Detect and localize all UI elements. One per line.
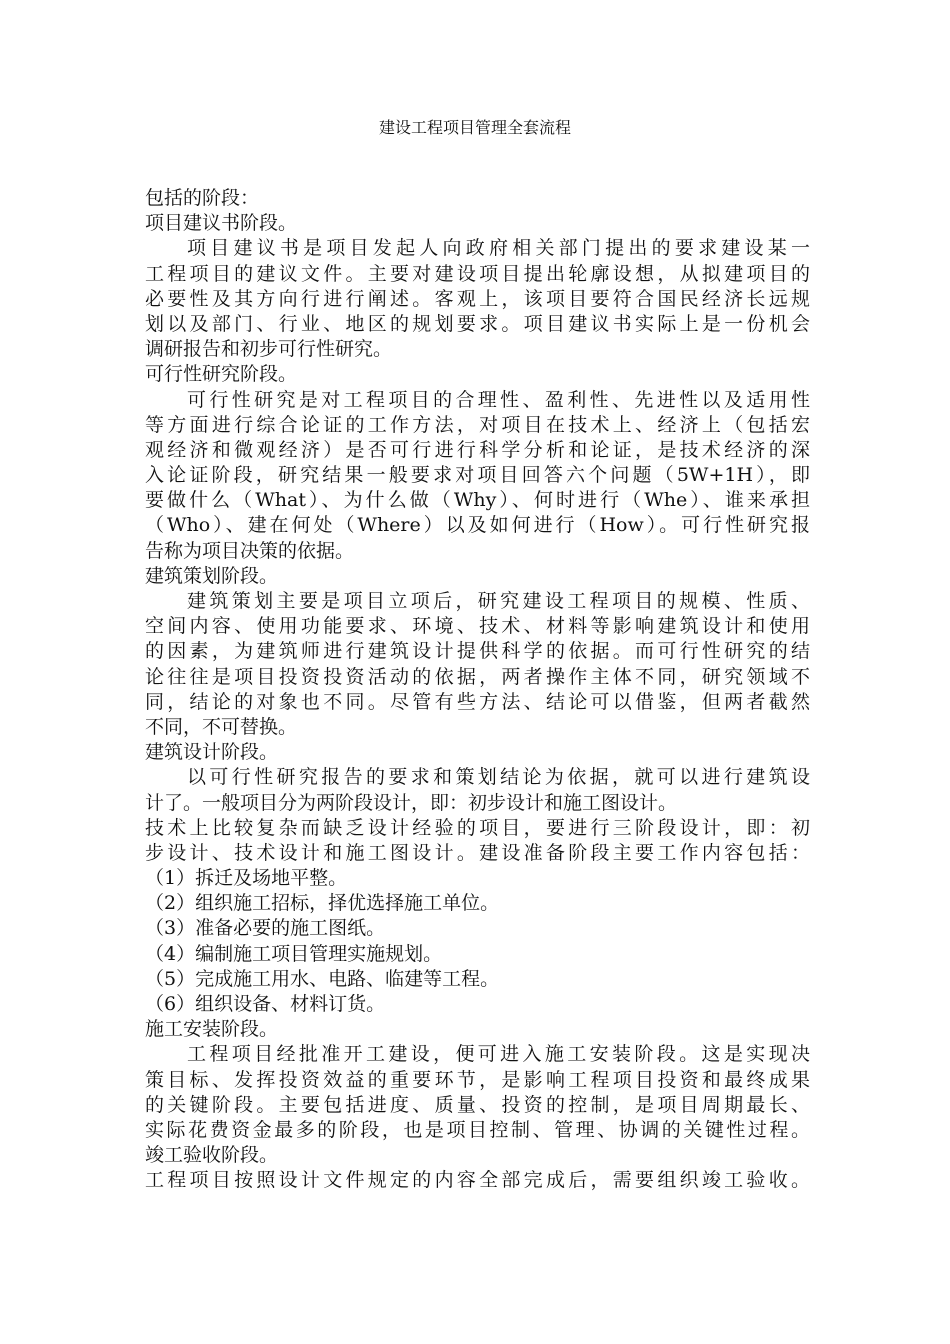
text-line: （1）拆迁及场地平整。 (145, 867, 348, 890)
text-line: 竣工验收阶段。 (145, 1144, 279, 1167)
text-line: 同，结论的对象也不同。尽管有些方法、结论可以借鉴，但两者截然 (145, 690, 810, 713)
text-line: 要做什么（What）、为什么做（Why）、何时进行（Whe）、谁来承担 (145, 489, 810, 512)
text-line: 的关键阶段。主要包括进度、质量、投资的控制，是项目周期最长、 (145, 1093, 810, 1116)
text-line: 项目建议书是项目发起人向政府相关部门提出的要求建设某一 (187, 237, 810, 260)
text-line: 空间内容、使用功能要求、环境、技术、材料等影响建筑设计和使用 (145, 615, 810, 638)
text-line: 告称为项目决策的依据。 (145, 539, 355, 562)
text-line: 项目建议书阶段。 (145, 212, 298, 235)
text-line: 以可行性研究报告的要求和策划结论为依据，就可以进行建筑设 (187, 766, 810, 789)
text-line: （2）组织施工招标，择优选择施工单位。 (145, 892, 500, 915)
text-line: （6）组织设备、材料订货。 (145, 993, 386, 1015)
text-line: 观经济和微观经济）是否可行进行科学分析和论证，是技术经济的深 (145, 438, 810, 461)
text-line: 工程项目经批准开工建设，便可进入施工安装阶段。这是实现决 (187, 1043, 810, 1066)
text-line: 工程项目按照设计文件规定的内容全部完成后，需要组织竣工验收。 (145, 1169, 810, 1192)
text-line: 策目标、发挥投资效益的重要环节，是影响工程项目投资和最终成果 (145, 1068, 810, 1091)
document-title: 建设工程项目管理全套流程 (378, 118, 571, 137)
text-line: 建筑设计阶段。 (145, 741, 279, 764)
text-line: （Who）、建在何处（Where）以及如何进行（How）。可行性研究报 (145, 514, 810, 537)
text-line: 建筑策划阶段。 (145, 564, 279, 587)
text-line: （5）完成施工用水、电路、临建等工程。 (145, 967, 500, 990)
text-line: 等方面进行综合论证的工作方法，对项目在技术上、经济上（包括宏 (145, 413, 810, 436)
text-line: 工程项目的建议文件。主要对建设项目提出轮廓设想，从拟建项目的 (145, 262, 810, 285)
text-line: 可行性研究是对工程项目的合理性、盈利性、先进性以及适用性 (187, 388, 810, 411)
text-line: 的因素，为建筑师进行建筑设计提供科学的依据。而可行性研究的结 (145, 640, 810, 663)
text-line: 划以及部门、行业、地区的规划要求。项目建议书实际上是一份机会 (145, 312, 810, 335)
text-line: （3）准备必要的施工图纸。 (145, 917, 386, 940)
text-line: 计了。一般项目分为两阶段设计，即：初步设计和施工图设计。 (145, 791, 678, 814)
document-body (145, 186, 810, 1194)
text-line: 不同，不可替换。 (145, 715, 298, 738)
text-line: 入论证阶段，研究结果一般要求对项目回答六个问题（5W+1H），即 (145, 464, 810, 487)
text-line: 建筑策划主要是项目立项后，研究建设工程项目的规模、性质、 (187, 590, 810, 612)
text-line: 实际花费资金最多的阶段，也是项目控制、管理、协调的关键性过程。 (145, 1118, 810, 1141)
text-line: 包括的阶段： (145, 187, 260, 209)
text-line: 调研报告和初步可行性研究。 (145, 338, 393, 361)
text-line: （4）编制施工项目管理实施规划。 (145, 942, 443, 965)
text-line: 可行性研究阶段。 (145, 363, 298, 386)
text-line: 必要性及其方向行进行阐述。客观上，该项目要符合国民经济长远规 (145, 287, 810, 310)
text-line: 技术上比较复杂而缺乏设计经验的项目，要进行三阶段设计，即：初 (145, 816, 810, 839)
text-line: 步设计、技术设计和施工图设计。建设准备阶段主要工作内容包括： (145, 841, 810, 864)
text-line: 论往往是项目投资投资活动的依据，两者操作主体不同，研究领域不 (145, 665, 810, 688)
text-line: 施工安装阶段。 (145, 1018, 279, 1041)
